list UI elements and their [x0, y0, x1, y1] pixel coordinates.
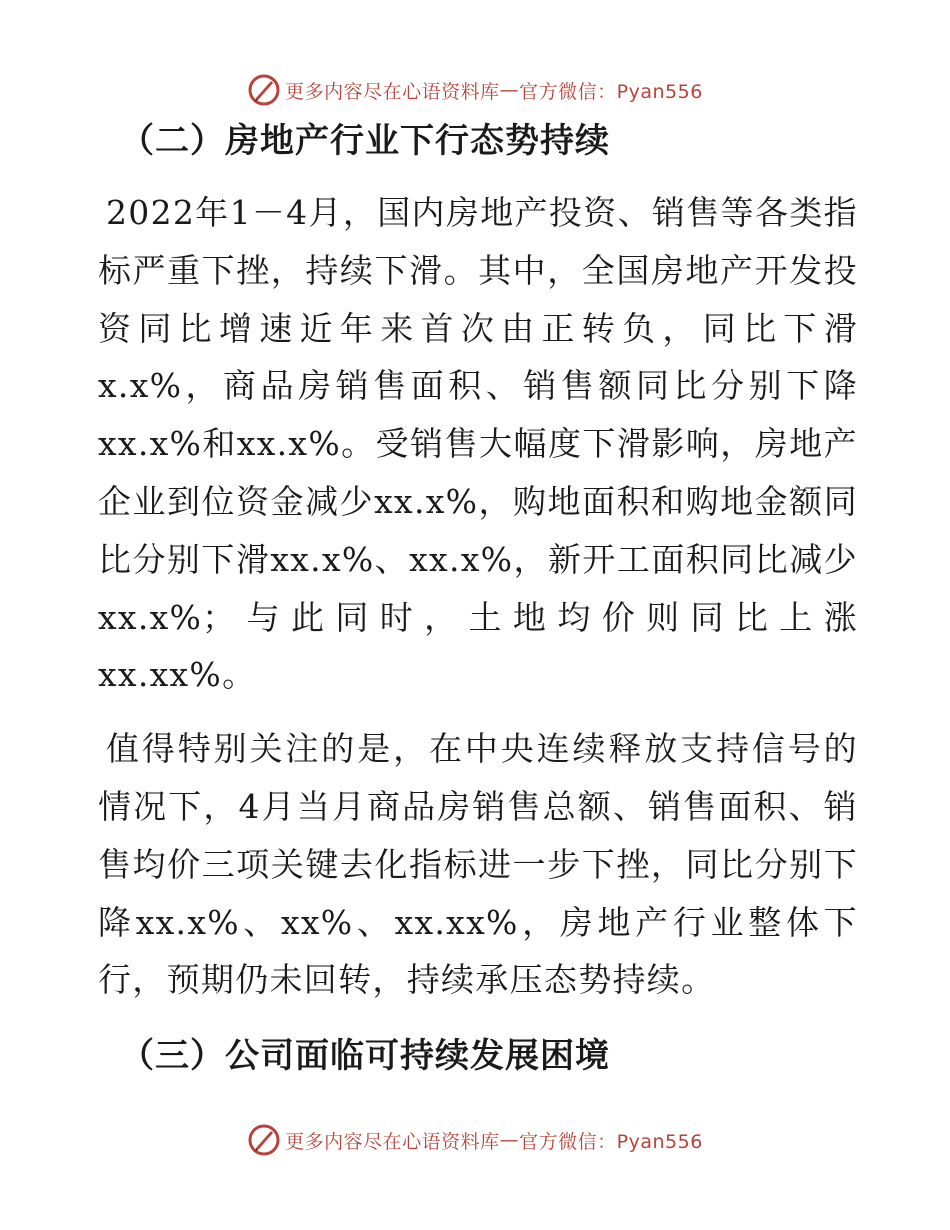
quill-logo-icon [247, 1123, 281, 1157]
watermark-text: 更多内容尽在心语资料库 [285, 80, 500, 103]
paragraph-2: 值得特别关注的是，在中央连续释放支持信号的情况下，4月当月商品房销售总额、销售面积、销售均价三项关键去化指标进一步下挫，同比分别下降xx.x%、xx%、xx.xx%，房地产行业整体下行，预期仍未回转，持续承压态势持续。 [98, 729, 858, 1000]
watermark-contact: 官方微信：Pyan556 [519, 80, 703, 103]
watermark-header [0, 70, 950, 110]
paragraph-1: 2022年1－4月，国内房地产投资、销售等各类指标严重下挫，持续下滑。其中，全国房地产开发投资同比增速近年来首次由正转负，同比下滑x.x%，商品房销售面积、销售额同比分别下降xx.x%和xx.x%。受销售大幅度下滑影响，房地产企业到位资金减少xx.x%，购地面积和购地金额同比分别下滑xx.x%、xx.x%，新开工面积同比减少xx.x%；与此同时，土地均价则同比上涨xx.xx%。 [98, 193, 858, 695]
document-body [98, 112, 858, 1099]
watermark-text: 更多内容尽在心语资料库 [285, 1130, 500, 1153]
quill-logo-icon [247, 73, 281, 107]
watermark-separator: — [499, 79, 520, 101]
section-heading-3: （三）公司面临可持续发展困境 [120, 1036, 610, 1077]
watermark-separator: — [499, 1129, 520, 1151]
watermark-footer [0, 1120, 950, 1160]
section-heading-2: （二）房地产行业下行态势持续 [120, 121, 610, 161]
watermark-contact: 官方微信：Pyan556 [519, 1130, 703, 1153]
